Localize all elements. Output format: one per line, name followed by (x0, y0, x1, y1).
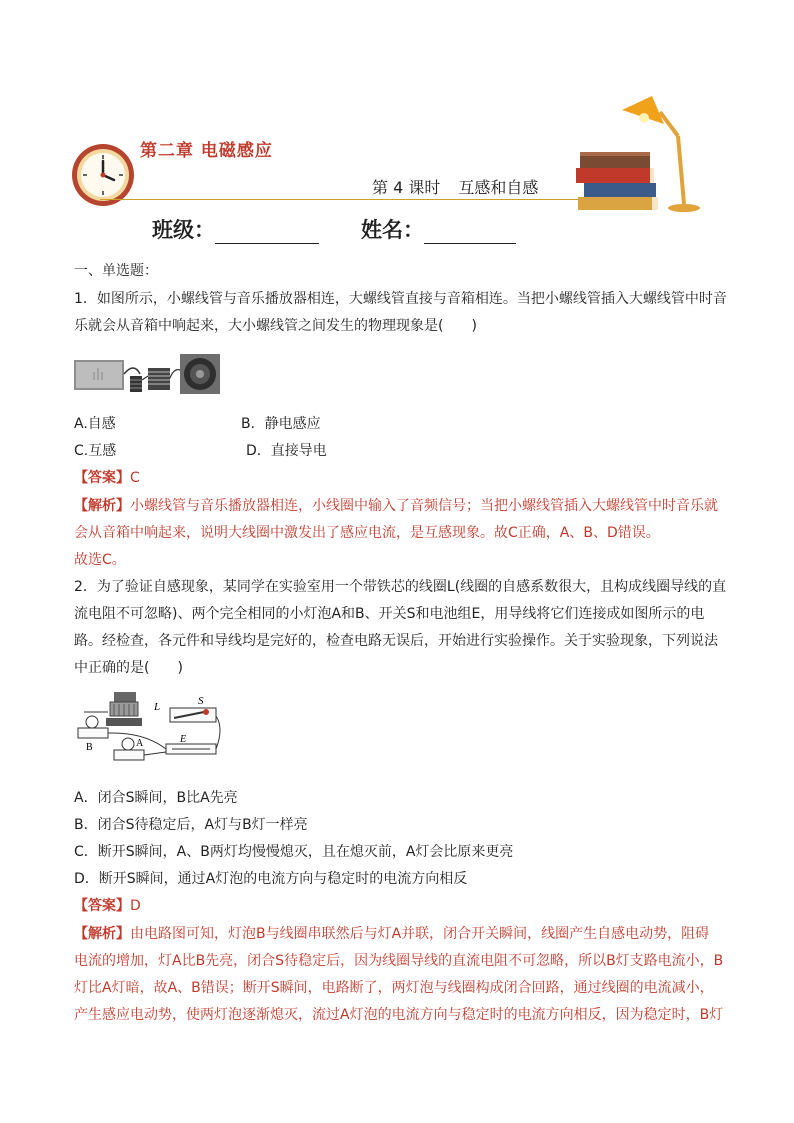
q1-option-c: C.互感 (74, 443, 117, 459)
q2-stem-line2: 流电阻不可忽略)、两个完全相同的小灯泡A和B、开关S和电池组E，用导线将它们连接成如图所示的电 (74, 606, 705, 622)
q2-analysis-line1 (74, 921, 709, 948)
class-label: 班级： (152, 218, 215, 242)
answer-label: 【答案】 (74, 470, 130, 486)
figure-label-s: S (198, 695, 204, 707)
q1-figure (74, 354, 224, 396)
q2-analysis-line3: 灯比A灯暗，故A、B错误；断开S瞬间，电路断了，两灯泡与线圈构成闭合回路，通过线圈的电流减小， (74, 980, 714, 996)
q2-stem-line3: 路。经检查，各元件和导线均是完好的，检查电路无误后，开始进行实验操作。关于实验现象，下列说法 (74, 633, 718, 649)
q1-analysis-line1 (74, 493, 718, 520)
figure-label-a: A (136, 738, 144, 749)
q2-answer (74, 893, 141, 920)
class-name-fields (152, 214, 516, 244)
q1-option-a: A.自感 (74, 416, 116, 432)
figure-label-l: L (154, 701, 161, 713)
answer-label: 【答案】 (74, 898, 130, 914)
analysis-text: 小螺线管与音乐播放器相连，小线圈中输入了音频信号；当把小螺线管插入大螺线管中时音乐就 (130, 498, 718, 514)
answer-value: D (130, 898, 141, 914)
q1-stem-line1: 1．如图所示，小螺线管与音乐播放器相连，大螺线管直接与音箱相连。当把小螺线管插入大螺线管中时音 (74, 291, 727, 307)
figure-label-e: E (180, 734, 187, 745)
q2-stem-line4: 中正确的是( ) (74, 660, 183, 676)
q1-option-b: B．静电感应 (241, 416, 321, 432)
q2-stem-line1: 2．为了验证自感现象，某同学在实验室用一个带铁芯的线圈L(线圈的自感系数很大，且构成线圈导线的直 (74, 579, 727, 595)
chapter-title: 第二章 电磁感应 (140, 141, 273, 161)
analysis-label: 【解析】 (74, 498, 130, 514)
class-input[interactable] (215, 221, 319, 244)
q1-analysis-line2: 会从音箱中响起来，说明大线圈中激发出了感应电流，是互感现象。故C正确，A、B、D错误。 (74, 525, 660, 541)
q2-option-b: B．闭合S待稳定后，A灯与B灯一样亮 (74, 817, 308, 833)
q2-analysis-line4: 产生感应电动势，使两灯泡逐渐熄灭，流过A灯泡的电流方向与稳定时的电流方向相反，因为稳定时，B灯 (74, 1007, 724, 1023)
q2-option-c: C．断开S瞬间，A、B两灯均慢慢熄灭，且在熄灭前，A灯会比原来更亮 (74, 844, 514, 860)
q1-option-d: D．直接导电 (246, 443, 327, 459)
figure-label-b: B (86, 742, 93, 753)
answer-value: C (130, 470, 140, 486)
lesson-number: 第 4 课时 (372, 178, 441, 197)
books-lamp-illustration (560, 92, 710, 216)
analysis-text: 由电路图可知，灯泡B与线圈串联然后与灯A并联，闭合开关瞬间，线圈产生自感电动势，阻碍 (130, 926, 710, 942)
header-divider (100, 199, 580, 200)
q2-circuit-figure (74, 688, 224, 770)
lesson-heading (372, 175, 538, 198)
q1-answer (74, 465, 140, 492)
name-input[interactable] (424, 221, 516, 244)
q2-option-a: A．闭合S瞬间，B比A先亮 (74, 790, 238, 806)
name-label: 姓名： (361, 218, 424, 242)
lesson-title: 互感和自感 (458, 178, 539, 197)
analysis-label: 【解析】 (74, 926, 130, 942)
q2-analysis-line2: 电流的增加，灯A比B先亮，闭合S待稳定后，因为线圈导线的直流电阻不可忽略，所以B灯支路电流小，B (74, 953, 724, 969)
q1-analysis-line3: 故选C。 (74, 552, 126, 568)
q1-stem-line2: 乐就会从音箱中响起来，大小螺线管之间发生的物理现象是( ) (74, 318, 477, 334)
q2-option-d: D．断开S瞬间，通过A灯泡的电流方向与稳定时的电流方向相反 (74, 871, 468, 887)
section-title: 一、单选题： (74, 263, 158, 279)
